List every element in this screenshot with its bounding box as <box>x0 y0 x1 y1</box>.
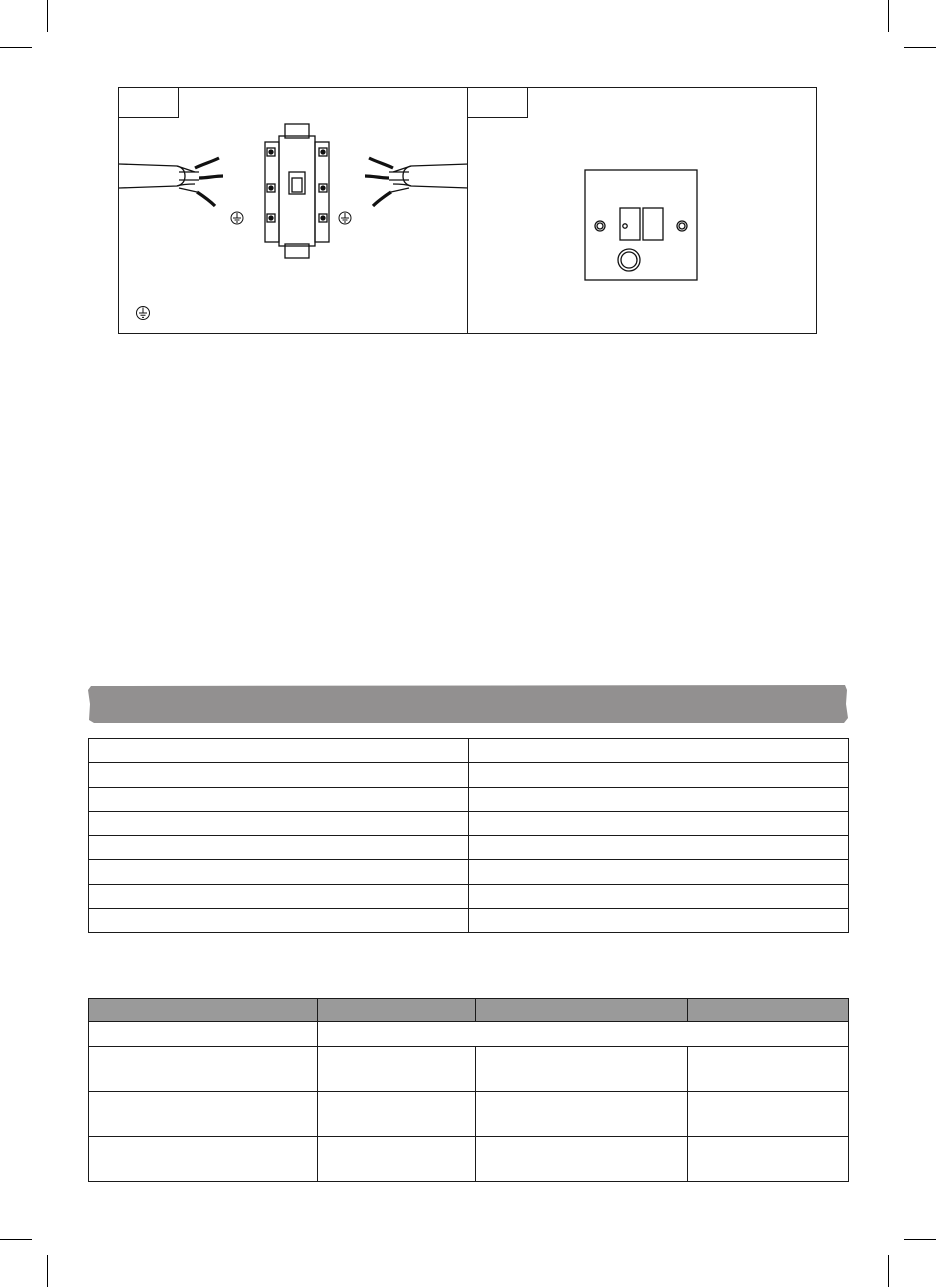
spec-label <box>89 811 469 835</box>
faceplate-illustration <box>468 88 818 335</box>
row-label <box>89 1022 318 1047</box>
table-row <box>89 884 849 908</box>
table-cell <box>476 1047 688 1092</box>
specification-table <box>88 738 849 933</box>
table-row <box>89 811 849 835</box>
spec-value <box>469 884 849 908</box>
table-row <box>89 1022 849 1047</box>
wiring-diagram-illustration <box>119 88 469 335</box>
table-row <box>89 787 849 811</box>
spec-value <box>469 811 849 835</box>
rating-table <box>88 998 849 1182</box>
spec-value <box>469 787 849 811</box>
table-row <box>89 909 849 933</box>
spec-label <box>89 763 469 787</box>
table-row <box>89 1047 849 1092</box>
table-row <box>89 836 849 860</box>
column-header <box>476 999 688 1022</box>
table-cell <box>688 1137 849 1182</box>
merged-cell <box>318 1022 849 1047</box>
spec-label <box>89 739 469 763</box>
crop-mark-top-right-vertical <box>888 0 889 32</box>
table-cell <box>476 1137 688 1182</box>
column-header <box>318 999 476 1022</box>
spec-label <box>89 884 469 908</box>
table-cell <box>476 1092 688 1137</box>
table-header-row <box>89 999 849 1022</box>
figure-tab-left <box>118 87 179 118</box>
table-row <box>89 1137 849 1182</box>
table-cell <box>318 1092 476 1137</box>
table-row <box>89 739 849 763</box>
spec-label <box>89 787 469 811</box>
crop-mark-bottom-left-horizontal <box>0 1239 32 1240</box>
figure-tab-right <box>467 87 528 118</box>
section-banner-background <box>88 684 848 724</box>
crop-mark-bottom-left-vertical <box>47 1255 48 1287</box>
crop-mark-bottom-right-vertical <box>888 1255 889 1287</box>
section-banner <box>88 684 848 724</box>
table-cell <box>688 1047 849 1092</box>
table-cell <box>89 1137 318 1182</box>
spec-label <box>89 836 469 860</box>
earth-legend-icon <box>137 307 150 320</box>
column-header <box>89 999 318 1022</box>
table-cell <box>318 1047 476 1092</box>
table-row <box>89 1092 849 1137</box>
table-row <box>89 763 849 787</box>
crop-mark-bottom-right-horizontal <box>904 1239 936 1240</box>
table-cell <box>318 1137 476 1182</box>
crop-mark-top-left-horizontal <box>0 47 32 48</box>
column-header <box>688 999 849 1022</box>
table-cell <box>89 1092 318 1137</box>
spec-value <box>469 909 849 933</box>
spec-label <box>89 909 469 933</box>
table-cell <box>688 1092 849 1137</box>
figure-panel-faceplate <box>467 87 817 334</box>
table-cell <box>89 1047 318 1092</box>
earth-symbol-icon <box>231 212 351 224</box>
spec-value <box>469 763 849 787</box>
crop-mark-top-right-horizontal <box>904 47 936 48</box>
spec-value <box>469 739 849 763</box>
spec-value <box>469 860 849 884</box>
table-row <box>89 860 849 884</box>
figure-panel-wiring <box>118 87 468 334</box>
spec-label <box>89 860 469 884</box>
crop-mark-top-left-vertical <box>47 0 48 32</box>
spec-value <box>469 836 849 860</box>
